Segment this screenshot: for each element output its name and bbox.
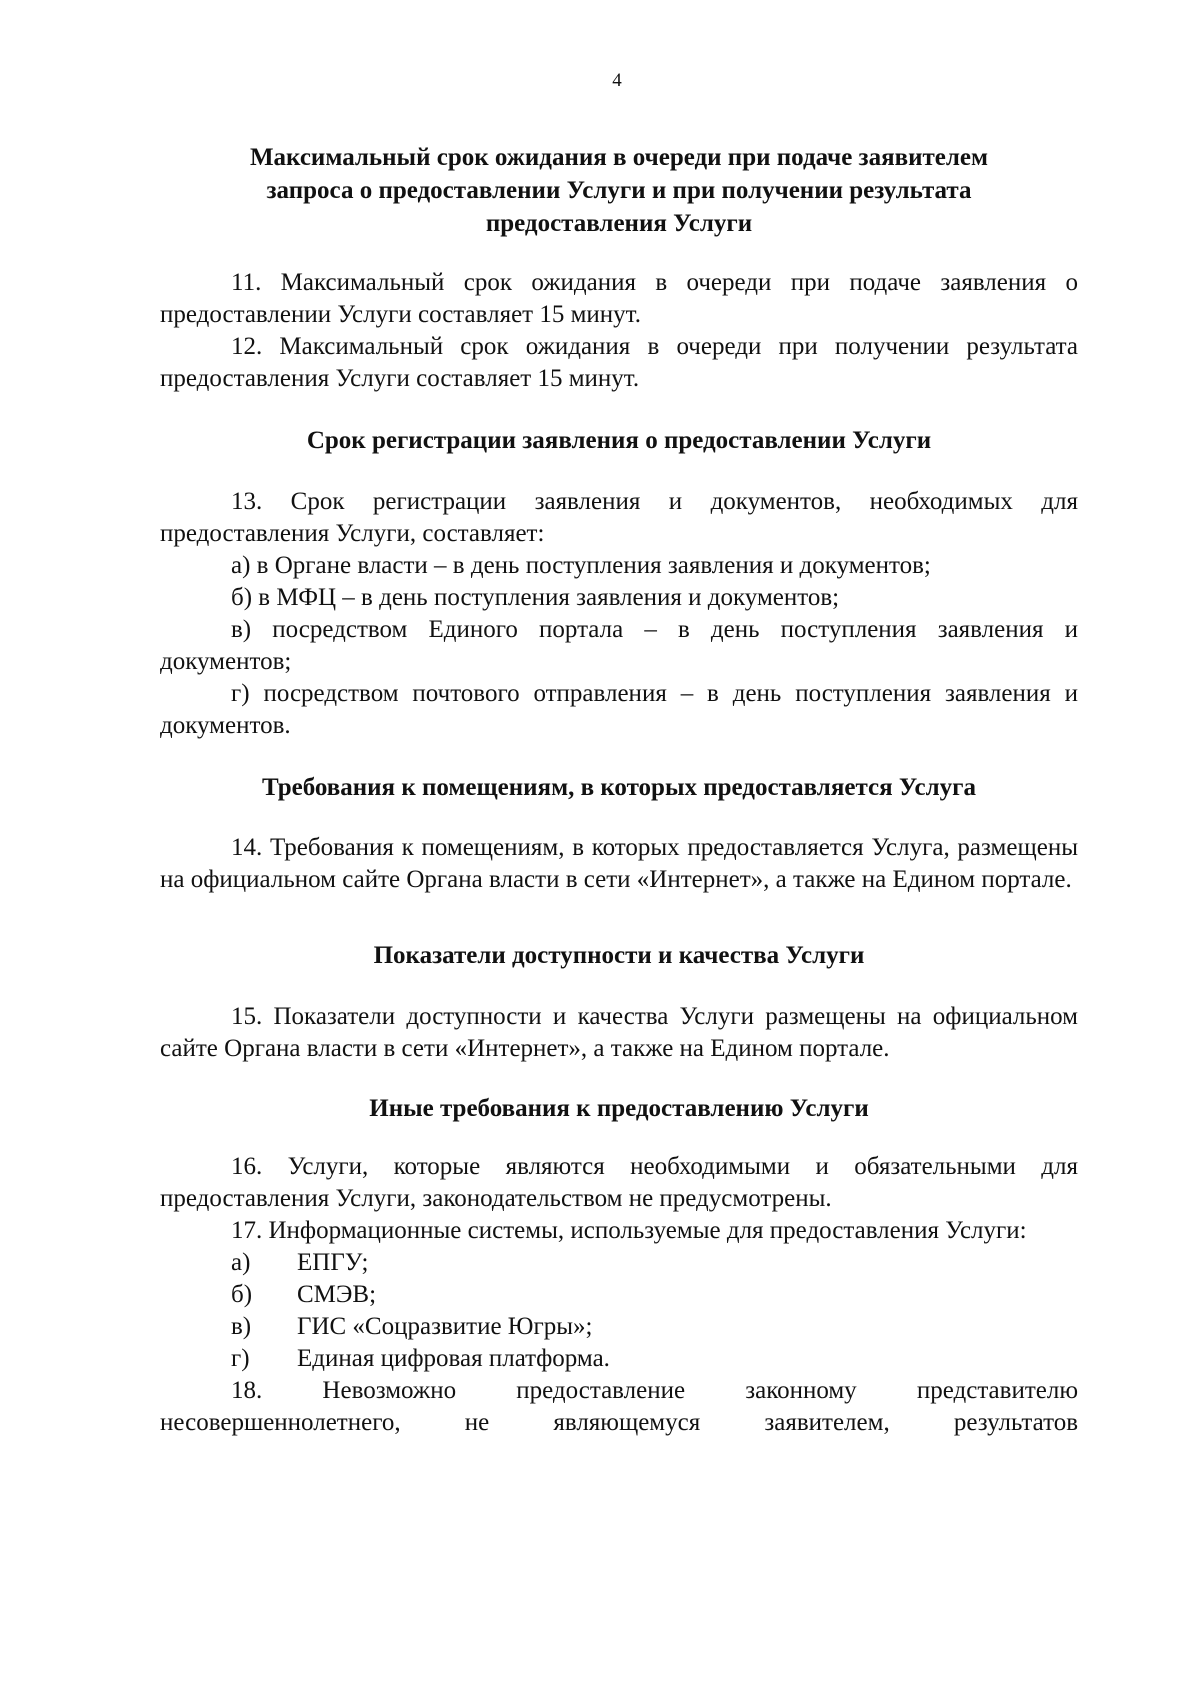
paragraph-16: 16. Услуги, которые являются необходимыми и обязательными для предоставления Услуги, законодательством не предусмотрены.: [160, 1153, 1078, 1212]
section-heading-queue-time: Максимальный срок ожидания в очереди при подаче заявителем запроса о предоставлении Услуги и при получении результата предоставления Услуги: [249, 144, 989, 237]
section-heading-registration: Срок регистрации заявления о предоставлении Услуги: [306, 427, 932, 454]
section-heading-quality: Показатели доступности и качества Услуги: [373, 942, 865, 969]
list-item: в) ГИС «Соцразвитие Югры»;: [231, 1313, 593, 1340]
paragraph-17: 17. Информационные системы, используемые для предоставления Услуги:: [231, 1217, 1027, 1244]
page-number: 4: [612, 70, 622, 91]
section-heading-other-requirements: Иные требования к предоставлению Услуги: [369, 1095, 869, 1122]
paragraph-15: 15. Показатели доступности и качества Услуги размещены на официальном сайте Органа власти в сети «Интернет», а также на Едином портале.: [160, 1003, 1078, 1062]
paragraph-13-a: а) в Органе власти – в день поступления заявления и документов;: [231, 552, 931, 579]
paragraph-13-v: в) посредством Единого портала – в день поступления заявления и документов;: [160, 616, 1078, 675]
paragraph-13-b: б) в МФЦ – в день поступления заявления и документов;: [231, 584, 840, 611]
list-item: а) ЕПГУ;: [231, 1249, 369, 1276]
list-item: б) СМЭВ;: [231, 1281, 377, 1308]
paragraph-14: 14. Требования к помещениям, в которых предоставляется Услуга, размещены на официальном сайте Органа власти в сети «Интернет», а также на Едином портале.: [160, 834, 1078, 893]
paragraph-11: 11. Максимальный срок ожидания в очереди при подаче заявления о предоставлении Услуги составляет 15 минут.: [160, 269, 1078, 328]
paragraph-13: 13. Срок регистрации заявления и документов, необходимых для предоставления Услуги, составляет:: [160, 488, 1078, 547]
list-item: г) Единая цифровая платформа.: [231, 1345, 610, 1372]
paragraph-12: 12. Максимальный срок ожидания в очереди при получении результата предоставления Услуги составляет 15 минут.: [160, 333, 1078, 392]
paragraph-13-g: г) посредством почтового отправления – в день поступления заявления и документов.: [160, 680, 1078, 739]
section-heading-premises: Требования к помещениям, в которых предоставляется Услуга: [261, 774, 977, 801]
document-body: [160, 141, 1078, 1439]
paragraph-18: 18. Невозможно предоставление законному представителю несовершеннолетнего, не являющемуся заявителем, результатов: [160, 1377, 1078, 1436]
